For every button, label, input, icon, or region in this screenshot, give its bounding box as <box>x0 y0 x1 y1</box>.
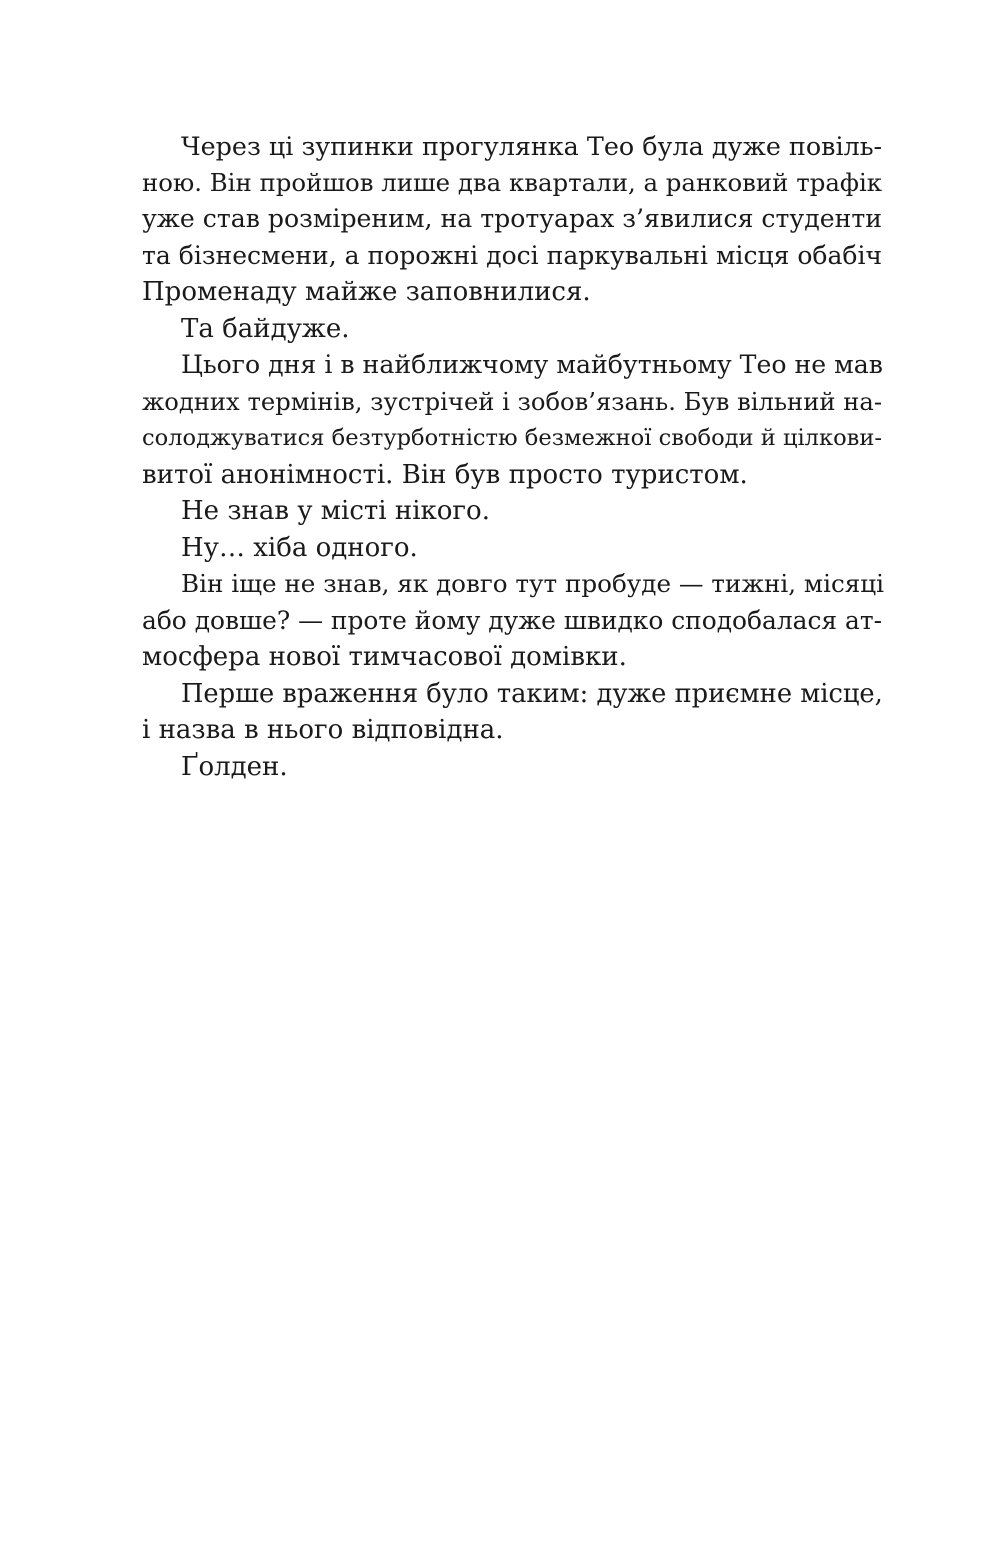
text-line: солоджуватися безтурботністю безмежної свободи й цілкови- <box>142 425 882 451</box>
text-line: уже став розміреним, на тротуарах з’явилися студенти <box>142 204 882 233</box>
text-line: Та байдуже. <box>181 313 350 344</box>
text-line: або довше? — проте йому дуже швидко сподобалася ат- <box>142 605 882 635</box>
text-line: Через ці зупинки прогулянка Тео була дуже повіль- <box>181 131 883 161</box>
text-line: Ну… хіба одного. <box>181 532 418 563</box>
text-line: ною. Він пройшов лише два квартали, а ранковий трафік <box>142 167 883 197</box>
text-line: та бізнесмени, а порожні досі паркувальні місця обабіч <box>142 240 883 270</box>
text-line: Цього дня і в найближчому майбутньому Тео не мав <box>181 350 883 379</box>
text-line: Не знав у місті нікого. <box>181 496 490 526</box>
text-line: Він іще не знав, як довго тут пробуде — тижні, місяці <box>181 569 884 598</box>
text-line: витої анонімності. Він був просто туристом. <box>142 459 748 490</box>
text-line: мосфера нової тимчасової домівки. <box>142 642 627 672</box>
text-line: Ґолден. <box>181 751 288 782</box>
text-line: жодних термінів, зустрічей і зобов’язань. Був вільний на- <box>142 387 882 416</box>
body-text <box>142 128 882 785</box>
text-line: і назва в нього відповідна. <box>142 715 504 745</box>
text-line: Перше враження було таким: дуже приємне місце, <box>181 678 883 709</box>
text-line: Променаду майже заповнилися. <box>142 277 591 307</box>
